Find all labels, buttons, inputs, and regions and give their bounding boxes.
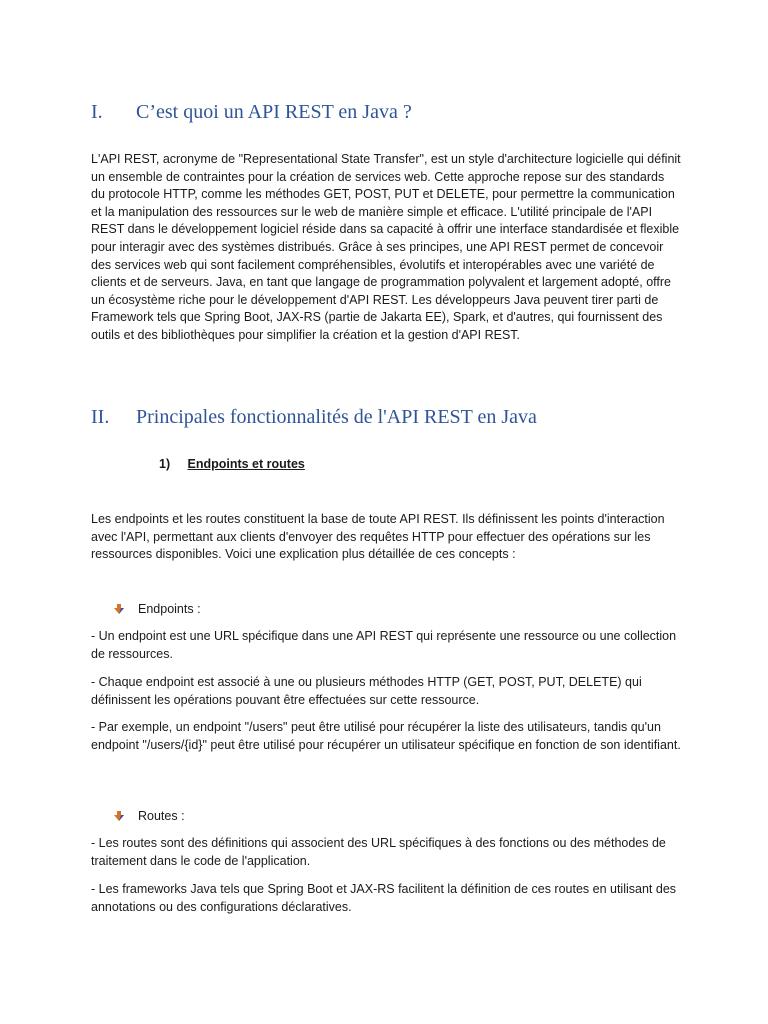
section-2-intro: Les endpoints et les routes constituent la base de toute API REST. Ils définissent les points d'interaction avec l'API, permettant aux clients d'envoyer des requêtes HTTP pour effectuer des opérations sur les ressources disponibles. Voici une explication plus détaillée de ces concepts : xyxy=(91,512,665,562)
section-1-number: I. xyxy=(91,101,103,123)
bullet-routes xyxy=(114,809,185,823)
bullet-endpoints xyxy=(114,602,201,616)
section-1-heading xyxy=(91,101,412,124)
arrow-bullet-icon xyxy=(114,604,124,614)
subsection-number: 1) xyxy=(159,457,171,471)
routes-line-2: - Les frameworks Java tels que Spring Boot et JAX-RS facilitent la définition de ces routes en utilisant des annotations ou des configurations déclaratives. xyxy=(91,882,677,914)
bullet-endpoints-label: Endpoints : xyxy=(138,602,201,616)
subsection-heading xyxy=(159,457,305,471)
routes-line-1: - Les routes sont des définitions qui associent des URL spécifiques à des fonctions ou des méthodes de traitement dans le code de l'application. xyxy=(91,836,666,868)
endpoints-line-2: - Chaque endpoint est associé à une ou plusieurs méthodes HTTP (GET, POST, PUT, DELETE) qui définissent les opérations pouvant être effectuées sur cette ressource. xyxy=(91,675,642,707)
endpoints-line-1: - Un endpoint est une URL spécifique dans une API REST qui représente une ressource ou une collection de ressources. xyxy=(91,629,677,661)
section-2-title: Principales fonctionnalités de l'API REST en Java xyxy=(136,406,537,428)
section-1-title: C’est quoi un API REST en Java ? xyxy=(136,101,412,123)
section-2-number: II. xyxy=(91,406,110,428)
subsection-title: Endpoints et routes xyxy=(187,457,305,471)
arrow-bullet-icon xyxy=(114,811,124,821)
section-2-heading xyxy=(91,406,537,429)
section-1-paragraph: L'API REST, acronyme de "Representational State Transfer", est un style d'architecture logicielle qui définit un ensemble de contraintes pour la création de services web. Cette approche repose sur des standards du protocole HTTP, comme les méthodes GET, POST, PUT et DELETE, pour permettre la communication et la manipulation des ressources sur le web de manière simple et efficace. L'utilité principale de l'API REST dans le développement logiciel réside dans sa capacité à offrir une interface standardisée et flexible pour interagir avec des systèmes distribués. Grâce à ses principes, une API REST permet de concevoir des services web qui sont facilement compréhensibles, évolutifs et interopérables avec une variété de clients et de serveurs. Java, en tant que langage de programmation polyvalent et largement adopté, offre un écosystème riche pour le développement d'API REST. Les développeurs Java peuvent tirer parti de Framework tels que Spring Boot, JAX-RS (partie de Jakarta EE), Spark, et d'autres, qui fournissent des outils et des bibliothèques pour simplifier la création et la gestion d'API REST. xyxy=(91,152,681,342)
endpoints-line-3: - Par exemple, un endpoint "/users" peut être utilisé pour récupérer la liste des utilisateurs, tandis qu'un endpoint "/users/{id}" peut être utilisé pour récupérer un utilisateur spécifique en fonction de son identifiant. xyxy=(91,720,681,752)
bullet-routes-label: Routes : xyxy=(138,809,185,823)
